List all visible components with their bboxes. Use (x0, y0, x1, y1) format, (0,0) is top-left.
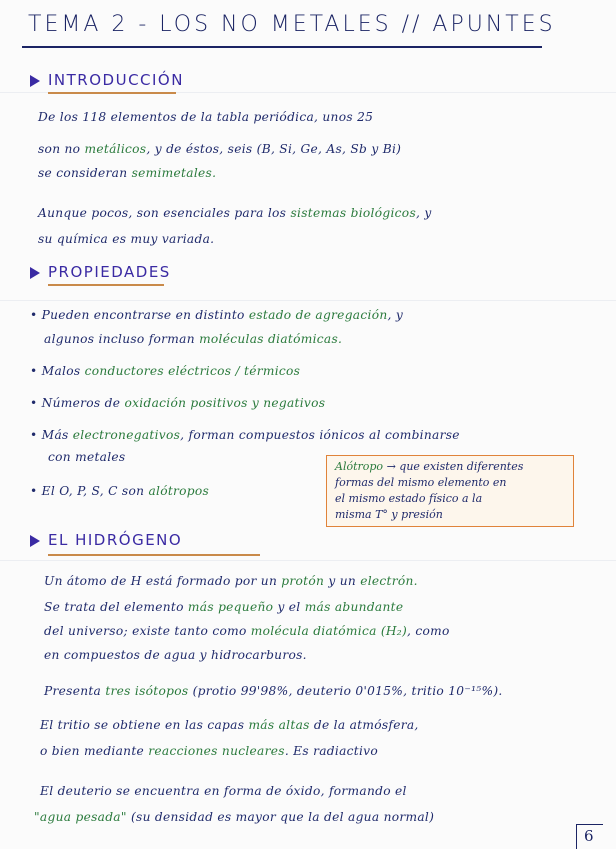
alotropo-definition-box (326, 455, 574, 527)
props-bullet-5: • El O, P, S, C son alótropos (30, 484, 210, 498)
hidrogeno-line-1: Un átomo de H está formado por un protón y un electrón. (44, 574, 418, 588)
note-line-1: Alótropo → que existen diferentes (335, 460, 524, 473)
hidrogeno-line-9: "agua pesada" (su densidad es mayor que la del agua normal) (34, 810, 435, 824)
intro-line-1: De los 118 elementos de la tabla periódica, unos 25 (38, 110, 374, 124)
section-heading-intro: INTRODUCCIÓN (30, 70, 184, 89)
props-bullet-4-line-1: • Más electronegativos, forman compuestos iónicos al combinarse (30, 428, 460, 442)
heading-underline (48, 92, 176, 94)
hidrogeno-line-2: Se trata del elemento más pequeño y el más abundante (44, 600, 404, 614)
triangle-bullet-icon (30, 267, 40, 279)
page-title: TEMA 2 - LOS NO METALES // APUNTES (28, 12, 556, 37)
note-line-3: el mismo estado físico a la (335, 492, 483, 505)
hidrogeno-line-7: o bien mediante reacciones nucleares. Es radiactivo (40, 744, 378, 758)
page-number: 6 (584, 827, 594, 845)
heading-underline (48, 284, 164, 286)
hidrogeno-line-6: El tritio se obtiene en las capas más altas de la atmósfera, (40, 718, 419, 732)
title-underline (22, 46, 542, 48)
props-bullet-1-line-2: algunos incluso forman moléculas diatómicas. (44, 332, 343, 346)
section-heading-hidrogeno: EL HIDRÓGENO (30, 530, 182, 549)
props-bullet-1-line-1: • Pueden encontrarse en distinto estado de agregación, y (30, 308, 404, 322)
intro-line-2: son no metálicos, y de éstos, seis (B, Si, Ge, As, Sb y Bi) (38, 142, 402, 156)
props-bullet-2: • Malos conductores eléctricos / térmicos (30, 364, 301, 378)
props-bullet-4-line-2: con metales (48, 450, 126, 464)
section-heading-props: PROPIEDADES (30, 262, 171, 281)
note-line-4: misma T° y presión (335, 508, 443, 521)
note-line-2: formas del mismo elemento en (335, 476, 507, 489)
hidrogeno-line-5: Presenta tres isótopos (protio 99'98%, deuterio 0'015%, tritio 10⁻¹⁵%). (44, 684, 503, 698)
intro-line-5: su química es muy variada. (38, 232, 215, 246)
triangle-bullet-icon (30, 535, 40, 547)
ruled-line (0, 560, 616, 561)
intro-line-4: Aunque pocos, son esenciales para los sistemas biológicos, y (38, 206, 432, 220)
hidrogeno-line-4: en compuestos de agua y hidrocarburos. (44, 648, 307, 662)
hidrogeno-line-8: El deuterio se encuentra en forma de óxido, formando el (40, 784, 407, 798)
page-number-box (576, 824, 603, 849)
ruled-line (0, 300, 616, 301)
hidrogeno-line-3: del universo; existe tanto como molécula diatómica (H₂), como (44, 624, 450, 638)
heading-underline (48, 554, 260, 556)
intro-line-3: se consideran semimetales. (38, 166, 217, 180)
triangle-bullet-icon (30, 75, 40, 87)
props-bullet-3: • Números de oxidación positivos y negativos (30, 396, 326, 410)
